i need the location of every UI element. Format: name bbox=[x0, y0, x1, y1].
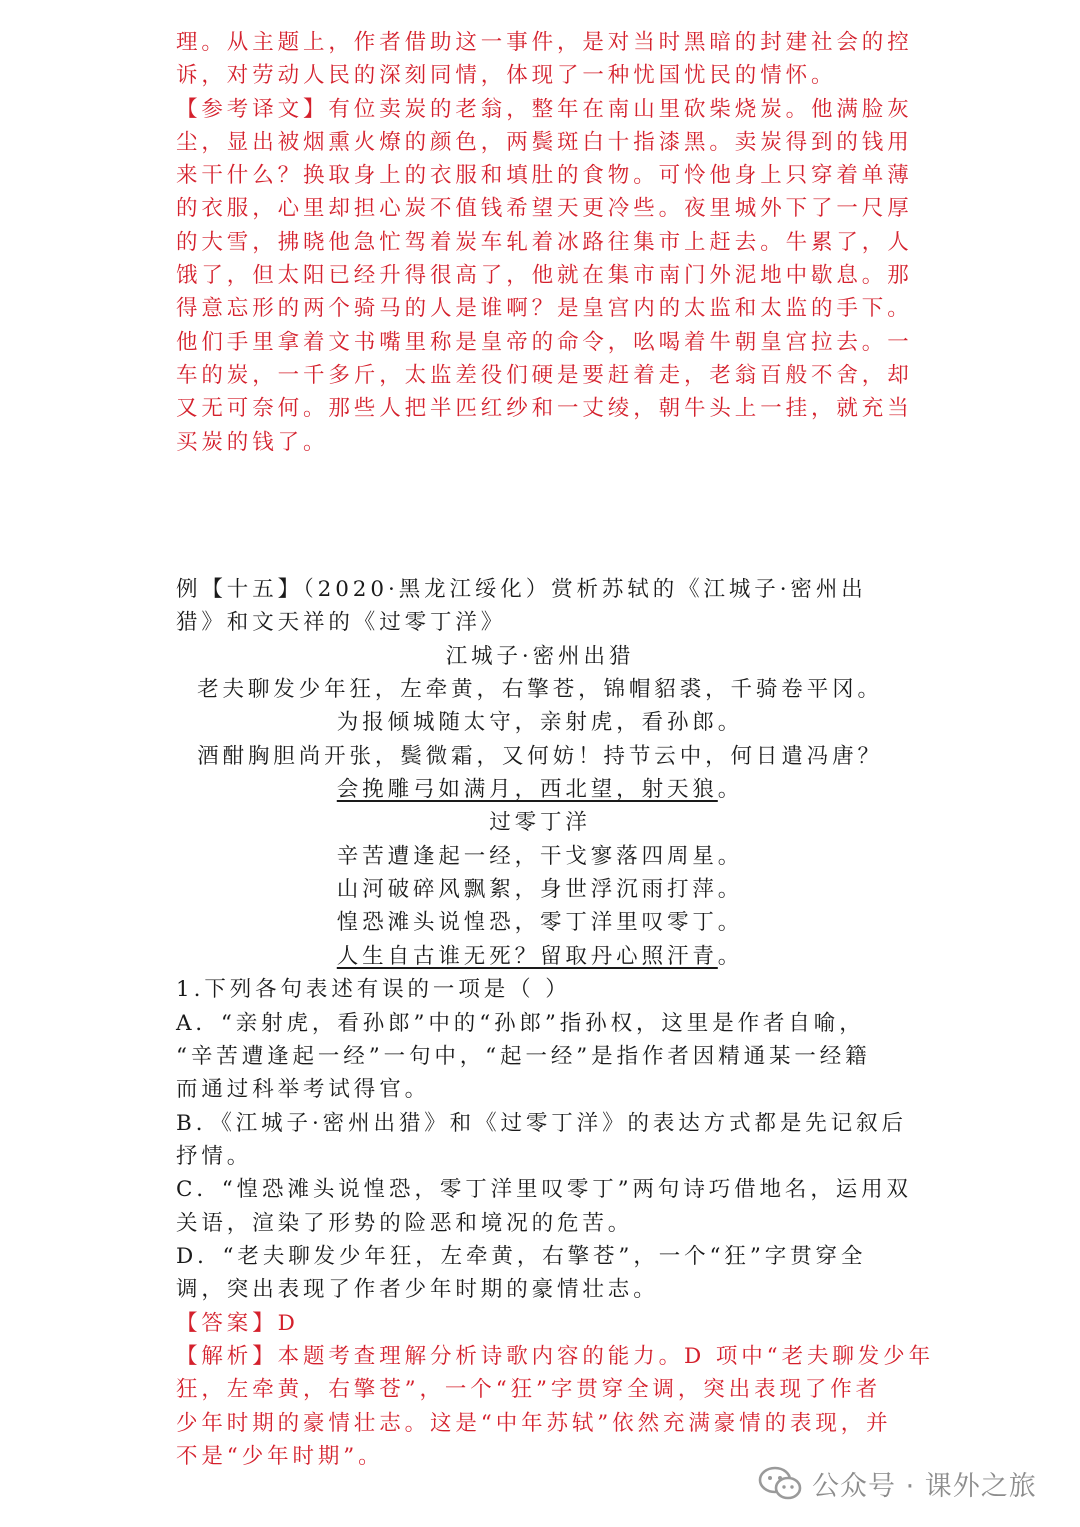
watermark bbox=[758, 1455, 1037, 1511]
answer-label: 【答案】 bbox=[176, 1311, 278, 1336]
option-a-continued: “辛苦遭逢起一经”一句中，“起一经”是指作者因精通某一经籍 bbox=[176, 1044, 871, 1069]
option-d-continued: 调，突出表现了作者少年时期的豪情壮志。 bbox=[176, 1277, 659, 1302]
translation-line: 买炭的钱了。 bbox=[176, 430, 329, 455]
translation-line: 的大雪，拂晓他急忙驾着炭车轧着冰路往集市上赶去。牛累了，人 bbox=[176, 230, 913, 255]
poem2-underlined-line bbox=[0, 940, 1080, 973]
answer-line bbox=[176, 1307, 299, 1340]
translation-line: 得意忘形的两个骑马的人是谁啊？是皇宫内的太监和太监的手下。 bbox=[176, 296, 913, 321]
verse-end-punct: 。 bbox=[717, 944, 744, 969]
analysis-first-line bbox=[176, 1340, 934, 1373]
poem1-title: 江城子·密州出猎 bbox=[445, 644, 635, 669]
analysis-text: 本题考查理解分析诗歌内容的能力。D 项中“老夫聊发少年 bbox=[277, 1344, 934, 1369]
translation-line: 他们手里拿着文书嘴里称是皇帝的命令，吆喝着牛朝皇宫拉去。一 bbox=[176, 330, 913, 355]
analysis-text-line: 诉，对劳动人民的深刻同情，体现了一种忧国忧民的情怀。 bbox=[176, 63, 837, 88]
poem1-line: 酒酣胸胆尚开张，鬓微霜，又何妨！持节云中，何日遣冯唐？ bbox=[197, 744, 883, 769]
analysis-line: 不是“少年时期”。 bbox=[176, 1444, 384, 1469]
question-stem: 1.下列各句表述有误的一项是（ ） bbox=[176, 977, 571, 1002]
option-a: A．“亲射虎，看孙郎”中的“孙郎”指孙权，这里是作者自喻， bbox=[176, 1011, 865, 1036]
translation-text: 有位卖炭的老翁，整年在南山里砍柴烧炭。他满脸灰 bbox=[328, 97, 913, 122]
poem2-line: 山河破碎风飘絮，身世浮沉雨打萍。 bbox=[336, 877, 744, 902]
translation-line: 饿了，但太阳已经升得很高了，他就在集市南门外泥地中歇息。那 bbox=[176, 263, 913, 288]
translation-line: 又无可奈何。那些人把半匹红纱和一丈绫，朝牛头上一挂，就充当 bbox=[176, 396, 913, 421]
translation-first-line bbox=[176, 93, 913, 126]
example-title: 例【十五】（2020·黑龙江绥化）赏析苏轼的《江城子·密州出 bbox=[176, 577, 867, 602]
wechat-icon bbox=[758, 1465, 802, 1501]
option-b: B．《江城子·密州出猎》和《过零丁洋》的表达方式都是先记叙后 bbox=[176, 1111, 907, 1136]
answer-value: D bbox=[277, 1311, 299, 1336]
translation-line: 来干什么？换取身上的衣服和填肚的食物。可怜他身上只穿着单薄 bbox=[176, 163, 913, 188]
poem2-line: 辛苦遭逢起一经，干戈寥落四周星。 bbox=[336, 844, 744, 869]
option-a-continued: 而通过科举考试得官。 bbox=[176, 1077, 431, 1102]
translation-line: 尘，显出被烟熏火燎的颜色，两鬓斑白十指漆黑。卖炭得到的钱用 bbox=[176, 130, 913, 155]
analysis-line: 少年时期的豪情壮志。这是“中年苏轼”依然充满豪情的表现，并 bbox=[176, 1411, 892, 1436]
analysis-text-line: 理。从主题上，作者借助这一事件，是对当时黑暗的封建社会的控 bbox=[176, 30, 913, 55]
analysis-label: 【解析】 bbox=[176, 1344, 278, 1369]
translation-line: 车的炭，一千多斤，太监差役们硬是要赶着走，老翁百般不舍，却 bbox=[176, 363, 913, 388]
poem2-line: 惶恐滩头说惶恐，零丁洋里叹零丁。 bbox=[336, 910, 744, 935]
underlined-verse: 会挽雕弓如满月，西北望，射天狼 bbox=[336, 777, 718, 802]
translation-line: 的衣服，心里却担心炭不值钱希望天更冷些。夜里城外下了一尺厚 bbox=[176, 196, 913, 221]
watermark-text: 公众号 · 课外之旅 bbox=[812, 1470, 1037, 1502]
verse-end-punct: 。 bbox=[717, 777, 744, 802]
example-title-continued: 猎》和文天祥的《过零丁洋》 bbox=[176, 610, 507, 635]
poem1-line: 为报倾城随太守，亲射虎，看孙郎。 bbox=[336, 710, 744, 735]
option-d: D．“老夫聊发少年狂，左牵黄，右擎苍”，一个“狂”字贯穿全 bbox=[176, 1244, 867, 1269]
option-b-continued: 抒情。 bbox=[176, 1144, 253, 1169]
option-c-continued: 关语，渲染了形势的险恶和境况的危苦。 bbox=[176, 1211, 634, 1236]
underlined-verse: 人生自古谁无死？留取丹心照汗青 bbox=[336, 944, 718, 969]
poem1-line: 老夫聊发少年狂，左牵黄，右擎苍，锦帽貂裘，千骑卷平冈。 bbox=[197, 677, 883, 702]
poem1-underlined-line bbox=[0, 773, 1080, 806]
analysis-line: 狂，左牵黄，右擎苍”，一个“狂”字贯穿全调，突出表现了作者 bbox=[176, 1377, 882, 1402]
option-c: C．“惶恐滩头说惶恐，零丁洋里叹零丁”两句诗巧借地名，运用双 bbox=[176, 1177, 912, 1202]
translation-label: 【参考译文】 bbox=[176, 97, 329, 122]
poem2-title: 过零丁洋 bbox=[489, 810, 591, 835]
